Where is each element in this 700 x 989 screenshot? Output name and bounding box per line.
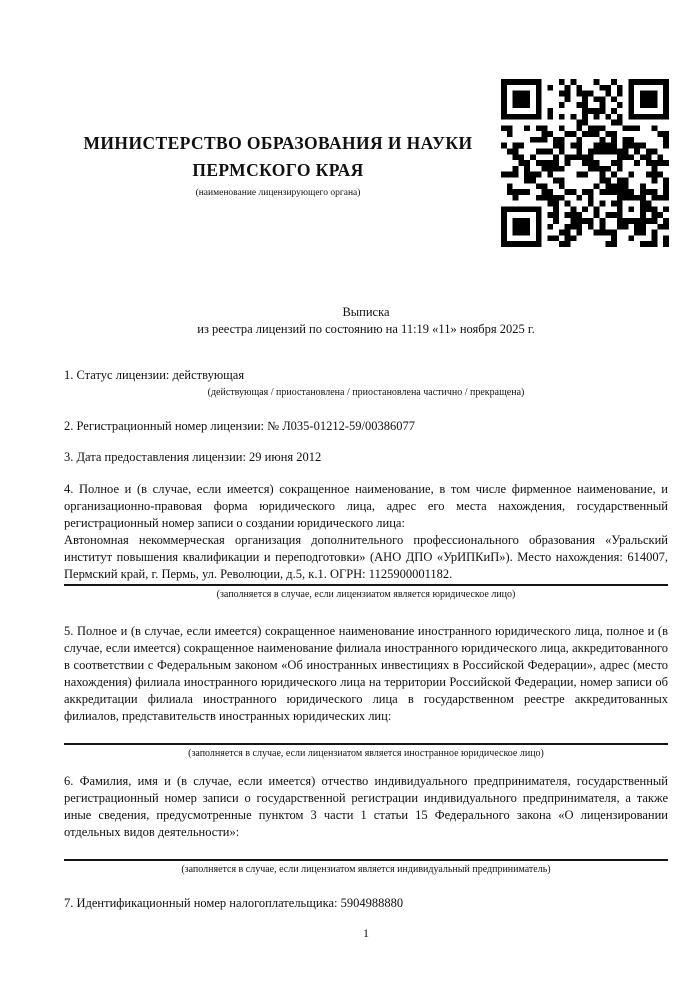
fill-line-legal-entity [64, 584, 668, 586]
license-status-note: (действующая / приостановлена / приостановлена частично / прекращена) [207, 387, 525, 398]
qr-code-icon [501, 79, 669, 247]
registration-number-text: 2. Регистрационный номер лицензии: № Л035-01212-59/00386077 [64, 419, 415, 433]
license-date-text: 3. Дата предоставления лицензии: 29 июня 2012 [64, 450, 322, 464]
item-taxpayer-id [64, 895, 668, 912]
document-title-line2: из реестра лицензий по состоянию на 11:19 «11» ноября 2025 г. [197, 322, 535, 336]
document-title-line1: Выписка [342, 305, 390, 319]
legal-entity-note: (заполняется в случае, если лицензиатом является юридическое лицо) [216, 589, 516, 600]
license-status-text: 1. Статус лицензии: действующая [64, 368, 245, 382]
foreign-entity-label: 5. Полное и (в случае, если имеется) сокращенное наименование иностранного юридического лица, полное и (в случае, если имеется) сокращенное наименование филиала иностранного юридического лица, аккредитованного в соответствии с Федеральным законом «Об иностранных инвестициях в Российской Федерации», адрес (место нахождения) филиала иностранного юридического лица на территории Российской Федерации, номер записи об аккредитации филиала иностранного юридического лица в государственном реестре аккредитованных филиалов, представительств иностранных юридических лиц: [64, 624, 668, 723]
qr-code-canvas [501, 79, 669, 247]
item-entrepreneur [64, 773, 668, 876]
item-legal-entity [64, 481, 668, 601]
foreign-entity-note: (заполняется в случае, если лицензиатом является иностранное юридическое лицо) [188, 748, 544, 759]
ministry-caption: (наименование лицензирующего органа) [195, 188, 361, 198]
page-number: 1 [363, 926, 369, 940]
taxpayer-id-text: 7. Идентификационный номер налогоплательщика: 5904988880 [64, 896, 404, 910]
item-license-status [64, 367, 668, 399]
entrepreneur-note: (заполняется в случае, если лицензиатом является индивидуальный предприниматель) [181, 864, 551, 875]
legal-entity-value: Автономная некоммерческая организация дополнительного профессионального образования «Уральский институт повышения квалификации и переподготовки» (АНО ДПО «УрИПКиП»). Место нахождения: 614007, Пермский край, г. Пермь, ул. Революции, д.5, к.1. ОГРН: 1125900001182. [64, 533, 668, 581]
entrepreneur-value [64, 841, 668, 858]
ministry-name-line2: ПЕРМСКОГО КРАЯ [192, 160, 364, 180]
document-title [64, 304, 668, 338]
foreign-entity-value [64, 725, 668, 742]
item-license-date [64, 449, 668, 466]
ministry-name-line1: МИНИСТЕРСТВО ОБРАЗОВАНИЯ И НАУКИ [83, 133, 473, 153]
item-foreign-entity [64, 623, 668, 760]
entrepreneur-label: 6. Фамилия, имя и (в случае, если имеется) отчество индивидуального предпринимателя, государственный регистрационный номер записи о государственной регистрации индивидуального предпринимателя, а также иные сведения, предусмотренные пунктом 3 части 1 статьи 15 Федерального закона «О лицензировании отдельных видов деятельности»: [64, 774, 668, 839]
fill-line-foreign-entity [64, 743, 668, 745]
legal-entity-label: 4. Полное и (в случае, если имеется) сокращенное наименование, в том числе фирменное наименование, и организационно-правовая форма юридического лица, адрес его места нахождения, государственный регистрационный номер записи о создании юридического лица: [64, 482, 668, 530]
item-registration-number [64, 418, 668, 435]
ministry-name [66, 130, 490, 184]
fill-line-entrepreneur [64, 859, 668, 861]
licensing-authority-header [66, 130, 490, 199]
